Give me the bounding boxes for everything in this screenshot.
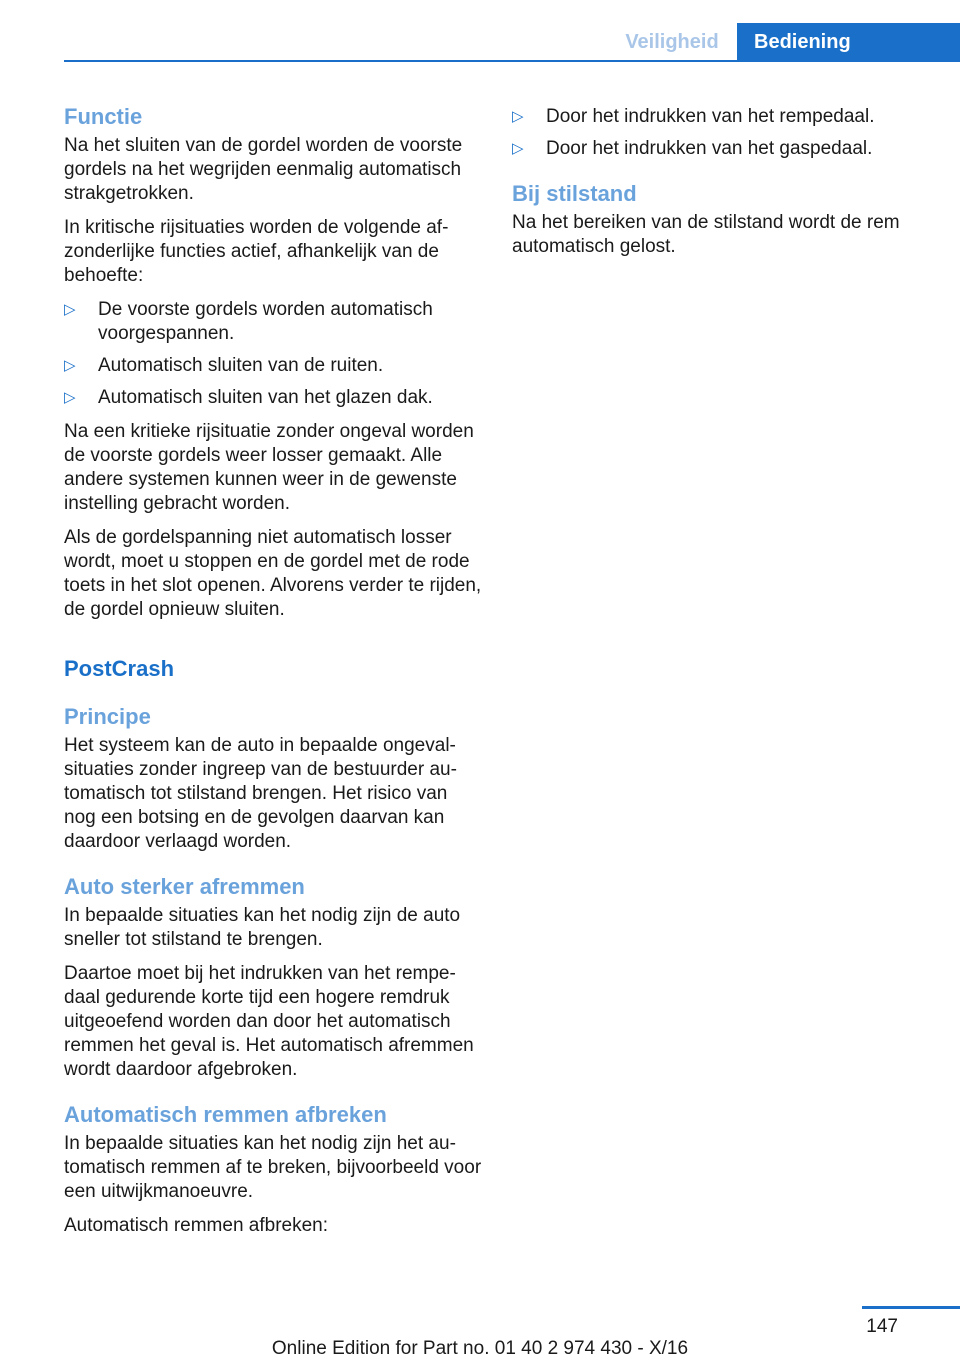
- header-divider: [64, 60, 960, 62]
- list-item: [512, 137, 932, 161]
- section-title-principe: Principe: [64, 704, 151, 729]
- paragraph: Automatisch remmen afbreken:: [64, 1215, 329, 1236]
- paragraph: In bepaalde situaties kan het nodig zijn het automatisch remmen af te breken, bijvoorbeeld voor een uitwijkmanoeuvre.: [64, 1133, 482, 1202]
- paragraph: In bepaalde situaties kan het nodig zijn de auto sneller tot stilstand te brengen.: [64, 905, 461, 950]
- paragraph: Na het sluiten van de gordel worden de voorste gordels na het wegrijden eenmalig automatisch strakgetrokken.: [64, 135, 463, 204]
- paragraph: Daartoe moet bij het indrukken van het rempedaal gedurende korte tijd een hogere remdruk uitgeoefend worden dan door het automatisch remmen het geval is. Het automatisch afremmen wordt daardoor afgebroken.: [64, 963, 474, 1080]
- list-item-text: Automatisch sluiten van het glazen dak.: [98, 387, 433, 408]
- paragraph: Na een kritieke rijsituatie zonder ongeval worden de voorste gordels weer losser gemaakt. Alle andere systemen kunnen weer in de gewenste instelling gebracht worden.: [64, 421, 474, 514]
- triangle-bullet-icon: ▷: [64, 389, 76, 406]
- section-title-remmen-afbreken: Automatisch remmen afbreken: [64, 1102, 387, 1127]
- edition-footer: Online Edition for Part no. 01 40 2 974 430 - X/16: [271, 1338, 689, 1359]
- list-item: [64, 354, 484, 378]
- bullet-list: [64, 298, 484, 410]
- list-item-text: Door het indrukken van het gaspedaal.: [546, 138, 873, 159]
- footer-divider: [862, 1306, 960, 1309]
- tab-bediening[interactable]: Bediening: [737, 23, 960, 61]
- paragraph: In kritische rijsituaties worden de volgende afzonderlijke functies actief, afhankelijk van de behoefte:: [64, 217, 449, 286]
- triangle-bullet-icon: ▷: [512, 108, 524, 125]
- triangle-bullet-icon: ▷: [64, 357, 76, 374]
- left-column: [64, 100, 484, 1248]
- list-item: [64, 298, 484, 346]
- list-item: [512, 105, 932, 129]
- list-item-text: De voorste gordels worden automatisch voorgespannen.: [98, 299, 433, 344]
- triangle-bullet-icon: ▷: [512, 140, 524, 157]
- paragraph: Na het bereiken van de stilstand wordt de rem automatisch gelost.: [512, 212, 900, 257]
- section-title-sterker-afremmen: Auto sterker afremmen: [64, 874, 305, 899]
- list-item: [64, 386, 484, 410]
- tab-veiligheid[interactable]: Veiligheid: [625, 31, 719, 53]
- section-title-functie: Functie: [64, 104, 143, 129]
- list-item-text: Door het indrukken van het rempedaal.: [546, 106, 875, 127]
- header-tabs: [607, 23, 960, 61]
- bullet-list: [512, 105, 932, 161]
- section-title-postcrash: PostCrash: [64, 656, 175, 681]
- paragraph: Als de gordelspanning niet automatisch losser wordt, moet u stoppen en de gordel met de rode toets in het slot openen. Alvorens verder te rijden, de gordel opnieuw sluiten.: [64, 527, 482, 620]
- list-item-text: Automatisch sluiten van de ruiten.: [98, 355, 384, 376]
- right-column: [512, 100, 932, 269]
- page-number: 147: [866, 1316, 898, 1337]
- paragraph: Het systeem kan de auto in bepaalde ongevalsituaties zonder ingreep van de bestuurder automatisch tot stilstand brengen. Het risico van nog een botsing en de gevolgen daarvan kan daardoor verlaagd worden.: [64, 735, 457, 852]
- section-title-bij-stilstand: Bij stilstand: [512, 181, 637, 206]
- triangle-bullet-icon: ▷: [64, 301, 76, 318]
